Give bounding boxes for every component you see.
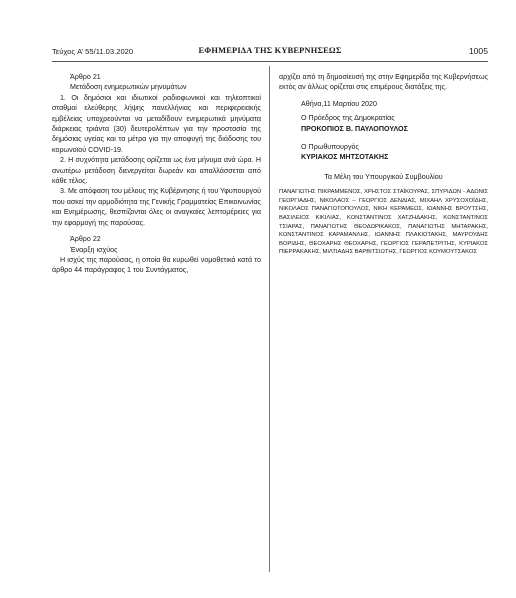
article-22-continuation: αρχίζει από τη δημοσίευσή της στην Εφημερίδα της Κυβερνήσεως εκτός αν άλλως ορίζεται στις επιμέρους διατάξεις της. — [279, 73, 488, 92]
article-21-paragraph-1: 1. Οι δημόσιοι και ιδιωτικοί ραδιοφωνικοί και τηλεοπτικοί σταθμοί ελεύθερης λήψης πανελλήνιας και περιφερειακής εμβέλειας υποχρεούνται να μεταδίδουν ενημερωτικά μηνύματα διάρκειας τριάντα (30) δευτερολέπτων για την προστασία της δημόσιας υγείας και τα μέτρα για την αποφυγή της διάδοσης του κορωνοϊού COVID-19. — [52, 93, 261, 154]
article-21-heading: Άρθρο 21 — [70, 73, 101, 81]
signature-block — [279, 99, 488, 163]
article-22-paragraph: Η ισχύς της παρούσας, η οποία θα κυρωθεί νομοθετικά κατά το άρθρο 44 παράγραφος 1 του Συντάγματος, — [52, 255, 261, 275]
article-21-paragraph-2: 2. Η συχνότητα μετάδοσης ορίζεται ως ένα μήνυμα ανά ώρα. Η ανωτέρω μετάδοση διενεργείται δωρεάν και απαλλάσσεται από κάθε τέλος. — [52, 156, 261, 186]
issue-number: Τεύχος A’ 55/11.03.2020 — [52, 47, 134, 56]
gazette-title: ΕΦΗΜΕΡΙΔΑ ΤΗΣ ΚΥΒΕΡΝΗΣΕΩΣ — [198, 46, 342, 55]
left-column — [52, 72, 261, 276]
page-header — [52, 47, 488, 61]
article-21-paragraph-3: 3. Με απόφαση του μέλους της Κυβέρνησης ή του Υφυπουργού που ασκεί την αρμοδιότητα της Γενικής Γραμματείας Επικοινωνίας και Ενημέρωσης, θεσπίζονται όλες οι αναγκαίες λεπτομέρειες για την εφαρμογή της παρούσας. — [52, 187, 261, 227]
date-place: Αθήνα,11 Μαρτίου 2020 — [301, 99, 377, 108]
page-number: 1005 — [468, 46, 488, 56]
column-divider — [269, 66, 270, 572]
right-column — [279, 72, 488, 257]
council-members-heading: Τα Μέλη του Υπουργικού Συμβουλίου — [324, 172, 443, 181]
president-name: ΠΡΟΚΟΠΙΟΣ Β. ΠΑΥΛΟΠΟΥΛΟΣ — [301, 124, 408, 133]
header-rule — [52, 61, 488, 62]
president-role: Ο Πρόεδρος της Δημοκρατίας — [301, 114, 395, 123]
article-22-title: Έναρξη ισχύος — [70, 245, 118, 254]
prime-minister-role: Ο Πρωθυπουργός — [301, 143, 359, 152]
council-members-list: ΠΑΝΑΓΙΩΤΗΣ ΠΙΚΡΑΜΜΕΝΟΣ, ΧΡΗΣΤΟΣ ΣΤΑΪΚΟΥΡΑΣ, ΣΠΥΡΙΔΩΝ - ΑΔΩΝΙΣ ΓΕΩΡΓΙΑΔΗΣ, ΝΙΚΟΛΑΟΣ – ΓΕΩΡΓΙΟΣ ΔΕΝΔΙΑΣ, ΜΙΧΑΗΛ ΧΡΥΣΟΧΟΪΔΗΣ, ΝΙΚΟΛΑΟΣ ΠΑΝΑΓΙΩΤΟΠΟΥΛΟΣ, ΝΙΚΗ ΚΕΡΑΜΕΩΣ, ΙΩΑΝΝΗΣ ΒΡΟΥΤΣΗΣ, ΒΑΣΙΛΕΙΟΣ ΚΙΚΙΛΙΑΣ, ΚΩΝΣΤΑΝΤΙΝΟΣ ΧΑΤΖΗΔΑΚΗΣ, ΚΩΝΣΤΑΝΤΙΝΟΣ ΤΣΙΑΡΑΣ, ΠΑΝΑΓΙΩΤΗΣ ΘΕΟΔΩΡΙΚΑΚΟΣ, ΠΑΝΑΓΙΩΤΗΣ ΜΗΤΑΡΑΚΗΣ, ΚΩΝΣΤΑΝΤΙΝΟΣ ΚΑΡΑΜΑΝΛΗΣ, ΙΩΑΝΝΗΣ ΠΛΑΚΙΩΤΑΚΗΣ, ΜΑΥΡΟΥΔΗΣ ΒΟΡΙΔΗΣ, ΘΕΟΧΑΡΗΣ ΘΕΟΧΑΡΗΣ, ΓΕΩΡΓΙΟΣ ΓΕΡΑΠΕΤΡΙΤΗΣ, ΚΥΡΙΑΚΟΣ ΠΙΕΡΡΑΚΑΚΗΣ, ΜΙΛΤΙΑΔΗΣ ΒΑΡΒΙΤΣΙΩΤΗΣ, ΓΕΩΡΓΙΟΣ ΚΟΥΜΟΥΤΣΑΚΟΣ — [279, 189, 488, 256]
article-22-heading: Άρθρο 22 — [70, 235, 101, 244]
prime-minister-name: ΚΥΡΙΑΚΟΣ ΜΗΤΣΟΤΑΚΗΣ — [301, 153, 389, 162]
article-21-title: Μετάδοση ενημερωτικών μηνυμάτων — [70, 83, 187, 92]
